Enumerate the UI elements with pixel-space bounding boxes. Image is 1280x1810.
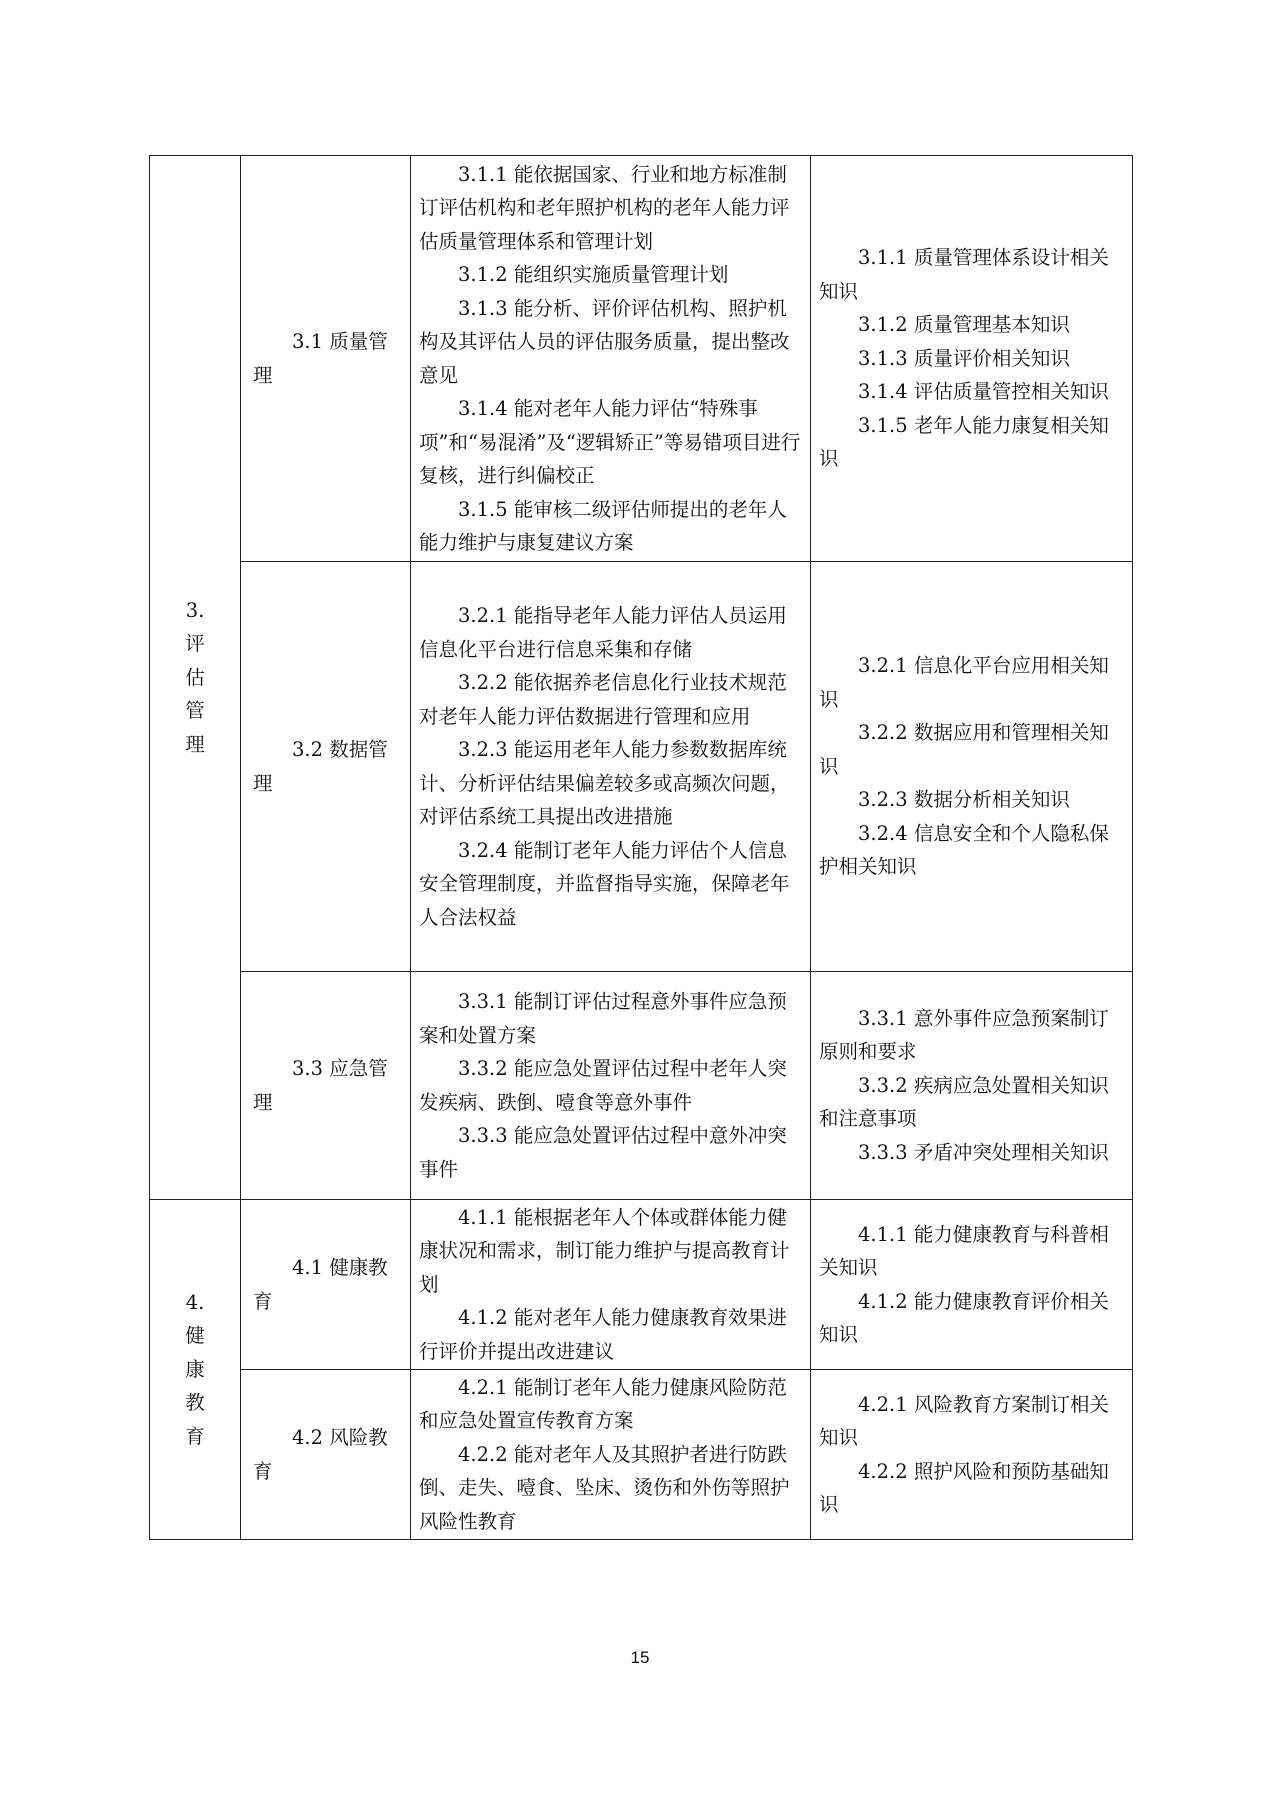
knowledge-cell xyxy=(811,972,1133,1200)
knowledge-item: 3.1.2 质量管理基本知识 xyxy=(858,313,1070,337)
knowledge-item: 3.1.3 质量评价相关知识 xyxy=(858,346,1070,370)
knowledge-cell xyxy=(811,1200,1133,1370)
skill-item: 3.1.3 能分析、评价评估机构、照护机构及其评估人员的评估服务质量，提出整改意见 xyxy=(419,296,790,387)
domain-cell-health-education xyxy=(150,1200,241,1540)
knowledge-item: 3.1.1 质量管理体系设计相关知识 xyxy=(819,246,1109,303)
knowledge-item: 3.2.2 数据应用和管理相关知识 xyxy=(819,721,1109,778)
skill-item: 4.2.1 能制订老年人能力健康风险防范和应急处置宣传教育方案 xyxy=(419,1375,787,1433)
skills-cell xyxy=(411,1200,811,1370)
skill-item: 3.2.3 能运用老年人能力参数数据库统计、分析评估结果偏差较多或高频次问题，对评估系统工具提出改进措施 xyxy=(419,738,790,828)
skill-item: 3.1.4 能对老年人能力评估“特殊事项”和“易混淆”及“逻辑矫正”等易错项目进行复核，进行纠偏校正 xyxy=(419,397,801,487)
table-row xyxy=(150,972,1133,1200)
unit-cell xyxy=(241,562,411,972)
domain-char: 管 xyxy=(185,699,205,723)
unit-name: 3.1 质量管理 xyxy=(253,330,388,387)
domain-char: 估 xyxy=(185,665,205,689)
knowledge-item: 3.1.4 评估质量管控相关知识 xyxy=(858,380,1109,404)
knowledge-cell xyxy=(811,1370,1133,1540)
knowledge-item: 3.2.1 信息化平台应用相关知识 xyxy=(819,654,1109,711)
domain-char: 评 xyxy=(185,632,205,656)
skill-item: 3.1.2 能组织实施质量管理计划 xyxy=(458,263,729,286)
table-row xyxy=(150,156,1133,562)
skill-item: 3.2.2 能依据养老信息化行业技术规范对老年人能力评估数据进行管理和应用 xyxy=(419,671,787,728)
unit-name: 4.2 风险教育 xyxy=(253,1426,388,1483)
skill-item: 3.3.3 能应急处置评估过程中意外冲突事件 xyxy=(419,1124,787,1181)
skills-cell xyxy=(411,562,811,972)
skill-item: 3.2.4 能制订老年人能力评估个人信息安全管理制度，并监督指导实施，保障老年人合法权益 xyxy=(419,838,790,929)
knowledge-cell xyxy=(811,562,1133,972)
skill-item: 4.1.1 能根据老年人个体或群体能力健康状况和需求，制订能力维护与提高教育计划 xyxy=(419,1205,790,1296)
domain-char: 育 xyxy=(185,1424,205,1448)
unit-cell xyxy=(241,972,411,1200)
knowledge-item: 4.2.1 风险教育方案制订相关知识 xyxy=(819,1392,1109,1449)
knowledge-item: 3.2.3 数据分析相关知识 xyxy=(858,788,1070,812)
table-row xyxy=(150,562,1133,972)
skill-item: 3.3.1 能制订评估过程意外事件应急预案和处置方案 xyxy=(419,990,787,1047)
knowledge-item: 3.3.3 矛盾冲突处理相关知识 xyxy=(858,1140,1109,1164)
skill-item: 3.1.5 能审核二级评估师提出的老年人能力维护与康复建议方案 xyxy=(419,497,787,554)
competency-table xyxy=(149,155,1133,1540)
skill-item: 3.1.1 能依据国家、行业和地方标准制订评估机构和老年照护机构的老年人能力评估质量管理体系和管理计划 xyxy=(419,162,790,253)
unit-name: 3.3 应急管理 xyxy=(253,1057,388,1114)
skills-cell xyxy=(411,1370,811,1540)
knowledge-item: 3.3.1 意外事件应急预案制订原则和要求 xyxy=(819,1006,1109,1064)
skill-item: 4.1.2 能对老年人能力健康教育效果进行评价并提出改进建议 xyxy=(419,1306,787,1363)
unit-name: 3.2 数据管理 xyxy=(253,738,388,795)
knowledge-item: 3.3.2 疾病应急处置相关知识和注意事项 xyxy=(819,1073,1109,1131)
domain-cell-evaluation-management xyxy=(150,156,241,1200)
domain-char: 理 xyxy=(185,732,205,756)
table-row xyxy=(150,1200,1133,1370)
skill-item: 4.2.2 能对老年人及其照护者进行防跌倒、走失、噎食、坠床、烫伤和外伤等照护风险性教育 xyxy=(419,1442,790,1533)
skills-cell xyxy=(411,156,811,562)
unit-cell xyxy=(241,1370,411,1540)
knowledge-item: 4.1.1 能力健康教育与科普相关知识 xyxy=(819,1222,1109,1279)
domain-char: 3. xyxy=(185,598,205,622)
domain-char: 4. xyxy=(185,1290,205,1314)
knowledge-item: 4.2.2 照护风险和预防基础知识 xyxy=(819,1459,1109,1516)
domain-char: 康 xyxy=(185,1357,205,1381)
knowledge-item: 3.2.4 信息安全和个人隐私保护相关知识 xyxy=(819,821,1109,879)
knowledge-item: 3.1.5 老年人能力康复相关知识 xyxy=(819,413,1109,471)
domain-char: 教 xyxy=(185,1391,205,1415)
unit-cell xyxy=(241,1200,411,1370)
skill-item: 3.2.1 能指导老年人能力评估人员运用信息化平台进行信息采集和存储 xyxy=(419,604,787,661)
unit-name: 4.1 健康教育 xyxy=(253,1256,388,1313)
skill-item: 3.3.2 能应急处置评估过程中老年人突发疾病、跌倒、噎食等意外事件 xyxy=(419,1057,787,1114)
page-number: 15 xyxy=(630,1648,650,1667)
unit-cell xyxy=(241,156,411,562)
domain-char: 健 xyxy=(185,1324,205,1348)
table-row xyxy=(150,1370,1133,1540)
knowledge-cell xyxy=(811,156,1133,562)
skills-cell xyxy=(411,972,811,1200)
knowledge-item: 4.1.2 能力健康教育评价相关知识 xyxy=(819,1289,1109,1346)
